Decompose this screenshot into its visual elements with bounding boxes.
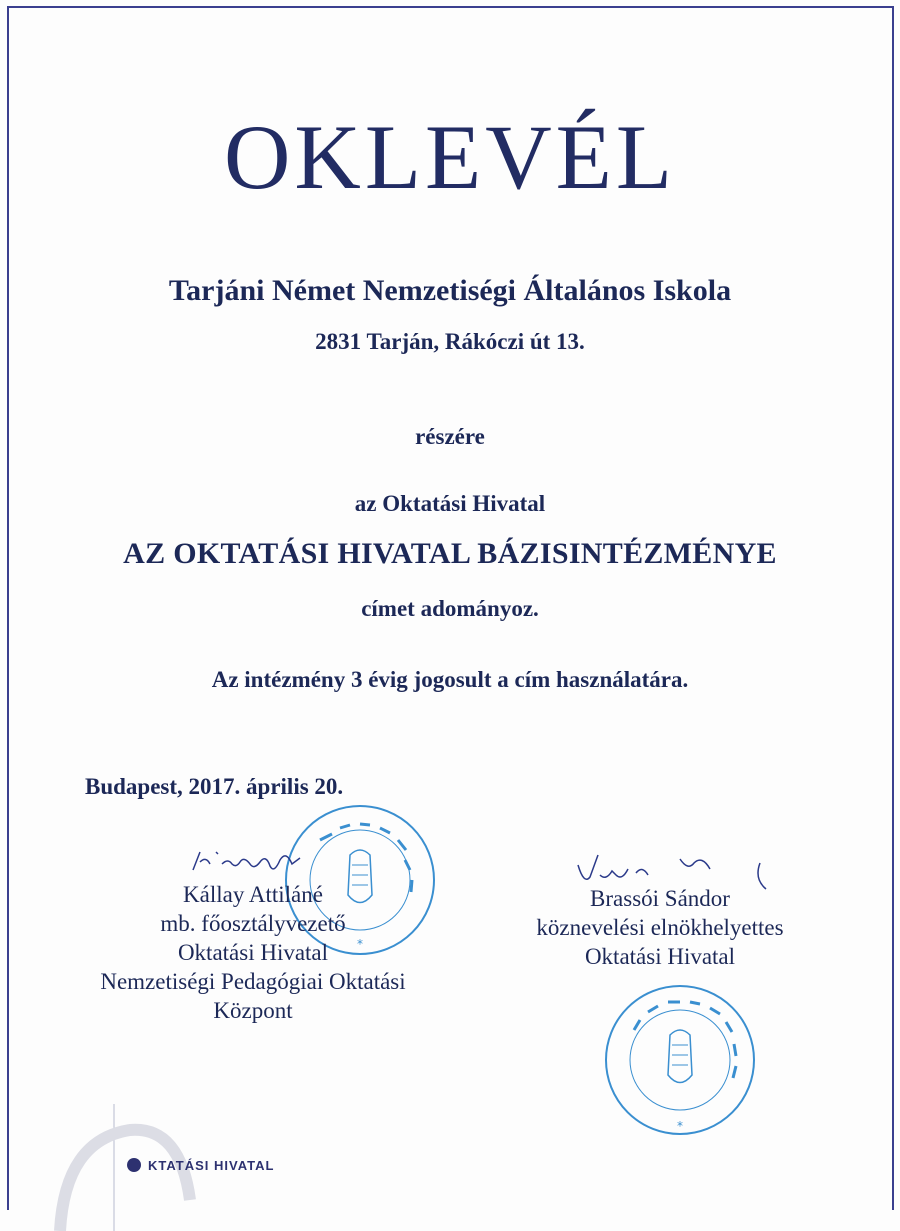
signatory-line: Oktatási Hivatal [584, 944, 736, 969]
signatory-line: Oktatási Hivatal [177, 940, 329, 965]
official-stamp-icon [600, 980, 760, 1140]
signatory-right [495, 884, 825, 971]
validity-text: Az intézmény 3 évig jogosult a cím használatára. [211, 667, 689, 692]
award-suffix: címet adományoz. [361, 596, 539, 621]
document-title: OKLEVÉL [223, 106, 677, 208]
signatory-line: Nemzetiségi Pedagógiai Oktatási [100, 969, 406, 994]
school-address: 2831 Tarján, Rákóczi út 13. [315, 329, 585, 354]
svg-text:*: * [357, 937, 363, 951]
signatory-line: Központ [213, 998, 293, 1023]
logo-dot-icon [127, 1158, 141, 1172]
award-title: AZ OKTATÁSI HIVATAL BÁZISINTÉZMÉNYE [123, 537, 777, 570]
issue-date: Budapest, 2017. április 20. [85, 774, 344, 799]
signatory-line: Brassói Sándor [590, 886, 730, 911]
signatory-line: Kállay Attiláné [183, 882, 323, 907]
for-text: részére [415, 424, 485, 449]
school-name: Tarjáni Német Nemzetiségi Általános Iskola [168, 274, 732, 307]
svg-text:*: * [677, 1119, 683, 1133]
logo-text: KTATÁSI HIVATAL [148, 1158, 275, 1173]
signatory-line: köznevelési elnökhelyettes [536, 915, 784, 940]
signatory-line: mb. főosztályvezető [160, 911, 346, 936]
giver-text: az Oktatási Hivatal [354, 491, 546, 516]
signatory-left [63, 880, 443, 1025]
